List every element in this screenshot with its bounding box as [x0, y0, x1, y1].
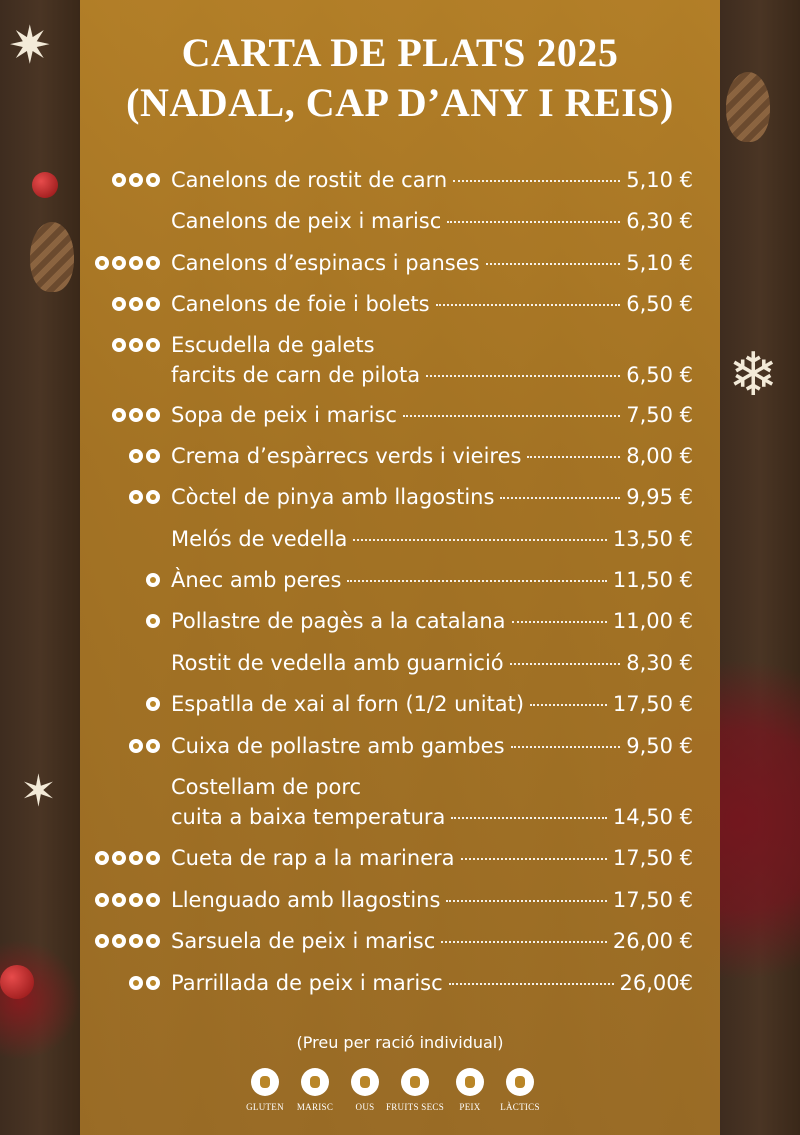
dish-price: 5,10 €: [626, 168, 693, 192]
milk-icon: [506, 1068, 534, 1096]
peix-icon: [146, 976, 160, 990]
dish-name: Canelons de peix i marisc: [171, 209, 442, 233]
snowflake-cookie-decoration: ❄: [728, 340, 779, 410]
allergen-icons: [112, 408, 163, 422]
allergen-icons: [112, 297, 163, 311]
menu-item: [171, 565, 693, 595]
dish-price: 7,50 €: [626, 403, 693, 427]
gluten-icon: [112, 408, 126, 422]
gluten-icon: [112, 173, 126, 187]
dish-name: Pollastre de pagès a la catalana: [171, 609, 506, 633]
menu-item: [171, 482, 693, 512]
dot-leader: [446, 900, 606, 902]
dish-name: Sarsuela de peix i marisc: [171, 929, 436, 953]
allergen-icons: [129, 976, 163, 990]
dot-leader: [441, 941, 607, 943]
ous-icon: [129, 297, 143, 311]
gluten-icon: [146, 614, 160, 628]
legend-label: PEIX: [459, 1102, 481, 1112]
marisc-icon: [129, 976, 143, 990]
dish-price: 17,50 €: [612, 888, 693, 912]
dish-name: Canelons de rostit de carn: [171, 168, 448, 192]
marisc-icon: [129, 408, 143, 422]
dish-price: 17,50 €: [612, 846, 693, 870]
menu-title: [80, 28, 720, 128]
dot-leader: [353, 539, 606, 541]
dish-name: Parrillada de peix i marisc: [171, 971, 443, 995]
peix-icon: [146, 408, 160, 422]
allergen-icons: [112, 338, 163, 352]
legend-label: LÀCTICS: [500, 1102, 540, 1112]
peix-icon: [146, 851, 160, 865]
gluten-icon: [112, 297, 126, 311]
peix-icon: [146, 893, 160, 907]
marisc-icon: [112, 851, 126, 865]
title-line-1: CARTA DE PLATS 2025: [181, 30, 619, 75]
dot-leader: [449, 983, 614, 985]
ous-icon: [129, 173, 143, 187]
dish-price: 9,95 €: [626, 485, 693, 509]
legend-label: MARISC: [296, 1102, 334, 1112]
pine-cone-decoration: [30, 222, 74, 292]
menu-item: [171, 968, 693, 998]
dish-price: 13,50 €: [612, 527, 693, 551]
allergen-icons: [129, 490, 163, 504]
allergen-legend: [246, 1068, 560, 1124]
legend-label: FRUITS SECS: [385, 1102, 445, 1112]
marisc-icon: [112, 934, 126, 948]
dot-leader: [426, 375, 620, 377]
gluten-icon: [95, 851, 109, 865]
dish-name: Llenguado amb llagostins: [171, 888, 441, 912]
dot-leader: [403, 415, 620, 417]
dish-name: Melós de vedella: [171, 527, 348, 551]
fruits-secs-icon: [129, 256, 143, 270]
dish-price: 11,00 €: [612, 609, 693, 633]
dish-price: 26,00€: [619, 971, 693, 995]
fish-icon: [456, 1068, 484, 1096]
gluten-icon: [146, 573, 160, 587]
marisc-icon: [129, 449, 143, 463]
dot-leader: [527, 456, 620, 458]
allergen-icons: [112, 173, 163, 187]
lactics-icon: [146, 449, 160, 463]
dish-price: 9,50 €: [626, 734, 693, 758]
dot-leader: [451, 817, 606, 819]
ous-icon: [129, 490, 143, 504]
dish-name: Sopa de peix i marisc: [171, 403, 397, 427]
lactics-icon: [146, 297, 160, 311]
dish-price: 26,00 €: [612, 929, 693, 953]
marisc-icon: [112, 893, 126, 907]
menu-item: [171, 289, 693, 319]
dish-price: 6,50 €: [626, 292, 693, 316]
ous-icon: [112, 256, 126, 270]
menu-item: [171, 165, 693, 195]
gluten-icon: [95, 256, 109, 270]
allergen-icons: [95, 934, 163, 948]
dot-leader: [486, 263, 621, 265]
dish-name: Còctel de pinya amb llagostins: [171, 485, 495, 509]
lactics-icon: [146, 173, 160, 187]
dot-leader: [510, 663, 621, 665]
dot-leader: [512, 621, 607, 623]
dish-name: Ànec amb peres: [171, 568, 342, 592]
allergen-icons: [95, 256, 163, 270]
menu-item: [171, 772, 693, 832]
fruits-secs-icon: [129, 893, 143, 907]
menu-item: [171, 843, 693, 873]
dish-name: Rostit de vedella amb guarnició: [171, 651, 504, 675]
dish-price: 17,50 €: [612, 692, 693, 716]
lactics-icon: [146, 256, 160, 270]
egg-icon: [351, 1068, 379, 1096]
allergen-icons: [146, 614, 163, 628]
menu-item: [171, 206, 693, 236]
dish-price: 8,00 €: [626, 444, 693, 468]
shrimp-icon: [301, 1068, 329, 1096]
peix-icon: [146, 934, 160, 948]
dot-leader: [530, 704, 607, 706]
dish-name: Escudella de galets: [171, 333, 375, 357]
dish-name: Espatlla de xai al forn (1/2 unitat): [171, 692, 525, 716]
dish-price: 11,50 €: [612, 568, 693, 592]
dot-leader: [453, 180, 620, 182]
ous-icon: [129, 338, 143, 352]
marisc-icon: [146, 490, 160, 504]
menu-item: [171, 648, 693, 678]
dish-price: 6,50 €: [626, 363, 693, 387]
dish-name: Costellam de porc: [171, 775, 362, 799]
dish-price: 5,10 €: [626, 251, 693, 275]
menu-item: [171, 441, 693, 471]
fruits-secs-icon: [129, 851, 143, 865]
allergen-icons: [146, 573, 163, 587]
dish-name: Crema d’espàrrecs verds i vieires: [171, 444, 522, 468]
allergen-icons: [95, 893, 163, 907]
menu-item: [171, 926, 693, 956]
dish-price: 6,30 €: [626, 209, 693, 233]
price-note: (Preu per ració individual): [296, 1033, 504, 1052]
red-bauble-decoration: [0, 965, 34, 999]
gluten-icon: [146, 697, 160, 711]
title-line-2: (NADAL, CAP D’ANY I REIS): [126, 80, 674, 125]
menu-item: [171, 731, 693, 761]
dot-leader: [347, 580, 606, 582]
red-bauble-decoration: [32, 172, 58, 198]
lactics-icon: [146, 338, 160, 352]
menu-item: [171, 524, 693, 554]
gluten-icon: [95, 934, 109, 948]
dish-name: cuita a baixa temperatura: [171, 805, 446, 829]
cookie-star-decoration: ✶: [20, 766, 57, 817]
fruits-secs-icon: [129, 934, 143, 948]
dish-price: 14,50 €: [612, 805, 693, 829]
marisc-icon: [129, 739, 143, 753]
menu-item: [171, 606, 693, 636]
dish-name: Cuixa de pollastre amb gambes: [171, 734, 505, 758]
allergen-icons: [95, 851, 163, 865]
wheat-icon: [251, 1068, 279, 1096]
dish-name: Canelons d’espinacs i panses: [171, 251, 480, 275]
dish-name: Canelons de foie i bolets: [171, 292, 430, 316]
pine-cone-decoration: [726, 72, 770, 142]
dot-leader: [461, 858, 607, 860]
gluten-icon: [95, 893, 109, 907]
fruits-secs-icon: [146, 739, 160, 753]
legend-label: GLUTEN: [246, 1102, 284, 1112]
menu-item: [171, 400, 693, 430]
menu-item: [171, 885, 693, 915]
peanut-icon: [401, 1068, 429, 1096]
gluten-icon: [112, 338, 126, 352]
dot-leader: [511, 746, 621, 748]
gingerbread-star-decoration: ✷: [8, 16, 52, 76]
dot-leader: [436, 304, 621, 306]
menu-item: [171, 248, 693, 278]
dish-name: farcits de carn de pilota: [171, 363, 421, 387]
dish-price: 8,30 €: [626, 651, 693, 675]
dot-leader: [447, 221, 620, 223]
dot-leader: [500, 497, 620, 499]
allergen-icons: [146, 697, 163, 711]
legend-item: [485, 1068, 555, 1112]
menu-item: [171, 689, 693, 719]
legend-label: OUS: [355, 1102, 375, 1112]
menu-item: [171, 330, 693, 390]
allergen-icons: [129, 739, 163, 753]
dish-name: Cueta de rap a la marinera: [171, 846, 455, 870]
allergen-icons: [129, 449, 163, 463]
